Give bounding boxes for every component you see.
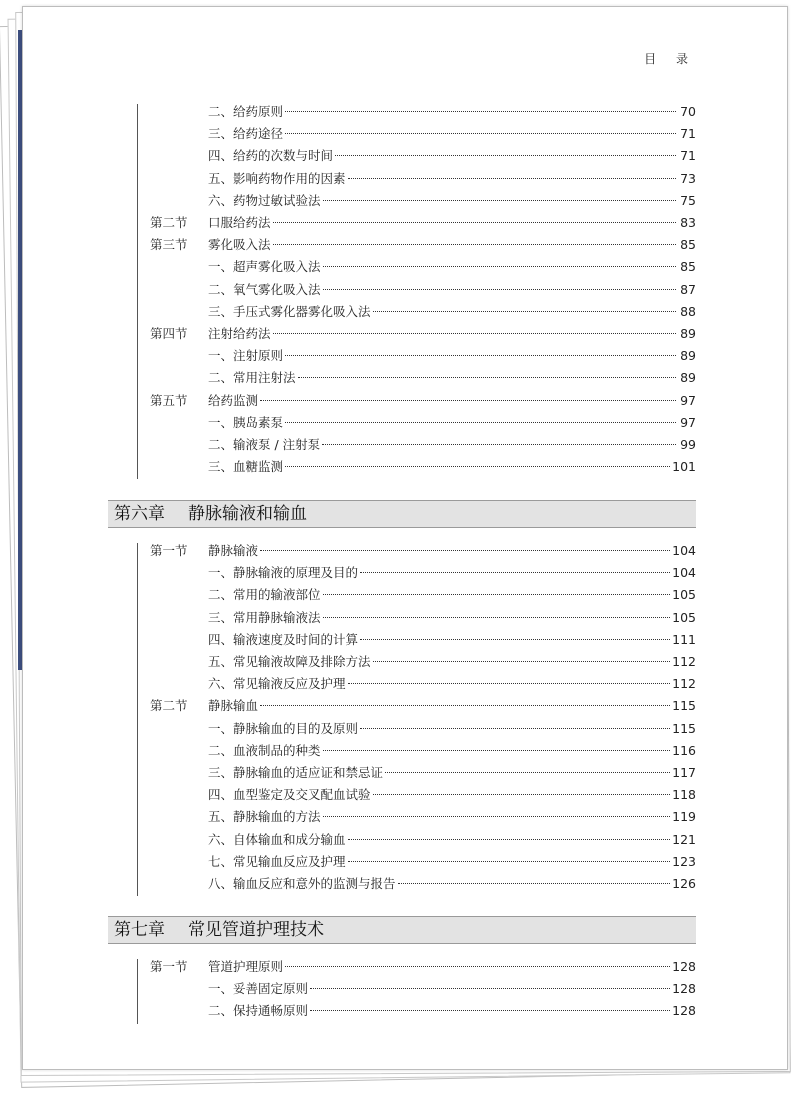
dot-leader — [348, 683, 671, 684]
entry-title: 六、药物过敏试验法 — [208, 192, 321, 208]
entry-title: 三、血糖监测 — [208, 459, 284, 475]
dot-leader — [322, 444, 676, 445]
page-number: 75 — [680, 192, 696, 208]
toc-item-entry[interactable] — [150, 302, 696, 322]
page-number: 105 — [672, 609, 696, 625]
dot-leader — [348, 861, 671, 862]
page-number: 115 — [672, 720, 696, 736]
dot-leader — [298, 377, 676, 378]
dot-leader — [323, 594, 671, 595]
page-number: 73 — [680, 170, 696, 186]
page-number: 112 — [672, 654, 696, 669]
dot-leader — [398, 883, 671, 884]
dot-leader — [310, 988, 670, 989]
dot-leader — [310, 1010, 670, 1011]
entry-title: 三、手压式雾化器雾化吸入法 — [208, 303, 371, 319]
toc-section-entry[interactable] — [150, 391, 696, 411]
page-number: 89 — [680, 370, 696, 386]
page-number: 97 — [680, 414, 696, 430]
section-number: 第三节 — [150, 237, 188, 253]
entry-title: 二、氧气雾化吸入法 — [208, 281, 321, 297]
entry-title: 一、妥善固定原则 — [208, 981, 309, 997]
entry-title: 四、血型鉴定及交叉配血试验 — [208, 787, 371, 803]
section-rule — [137, 104, 138, 479]
entry-title: 二、输液泵 / 注射泵 — [208, 437, 321, 452]
chapter-number: 第六章 — [114, 504, 165, 524]
dot-leader — [323, 750, 671, 751]
section-rule — [137, 543, 138, 896]
toc-item-entry[interactable] — [150, 257, 696, 277]
section-number: 第五节 — [150, 392, 188, 408]
page-header-title: 目 录 — [644, 52, 696, 66]
entry-title: 二、保持通畅原则 — [208, 1003, 309, 1019]
toc-item-entry[interactable] — [150, 763, 696, 783]
section-number: 第四节 — [150, 326, 188, 341]
toc-item-entry[interactable] — [150, 741, 696, 761]
toc-item-entry[interactable] — [150, 652, 696, 672]
page-number: 112 — [672, 676, 696, 692]
page-number: 83 — [680, 215, 696, 230]
toc-item-entry[interactable] — [150, 346, 696, 366]
dot-leader — [323, 289, 676, 290]
dot-leader — [285, 133, 676, 134]
page-number: 71 — [680, 148, 696, 164]
dot-leader — [323, 200, 676, 201]
dot-leader — [260, 400, 676, 401]
entry-title: 注射给药法 — [208, 326, 271, 341]
dot-leader — [285, 466, 670, 467]
page-number: 128 — [672, 959, 696, 974]
toc-item-entry[interactable] — [150, 146, 696, 166]
dot-leader — [260, 550, 670, 551]
entry-title: 二、血液制品的种类 — [208, 742, 321, 758]
toc-item-entry[interactable] — [150, 102, 696, 122]
entry-title: 四、给药的次数与时间 — [208, 148, 334, 164]
page-number: 87 — [680, 281, 696, 297]
dot-leader — [260, 705, 670, 706]
page-number: 105 — [672, 587, 696, 603]
page-number: 128 — [672, 981, 696, 997]
toc-section-entry[interactable] — [150, 957, 696, 977]
entry-title: 六、常见输液反应及护理 — [208, 676, 346, 692]
page-number: 99 — [680, 437, 696, 452]
entry-title: 二、给药原则 — [208, 104, 284, 119]
toc-item-entry[interactable] — [150, 124, 696, 144]
entry-title: 四、输液速度及时间的计算 — [208, 631, 359, 647]
entry-title: 一、静脉输血的目的及原则 — [208, 720, 359, 736]
page-number: 104 — [672, 543, 696, 558]
dot-leader — [323, 816, 671, 817]
page-number: 97 — [680, 392, 696, 408]
page-number: 88 — [680, 303, 696, 319]
toc-item-entry[interactable] — [150, 719, 696, 739]
dot-leader — [373, 661, 671, 662]
dot-leader — [285, 355, 676, 356]
section-number: 第一节 — [150, 959, 188, 974]
toc-item-entry[interactable] — [150, 852, 696, 872]
dot-leader — [348, 839, 671, 840]
page-number: 116 — [672, 742, 696, 758]
page-number: 70 — [680, 104, 696, 119]
page-number: 85 — [680, 237, 696, 253]
chapter-title: 常见管道护理技术 — [188, 920, 324, 940]
entry-title: 静脉输血 — [208, 698, 259, 714]
page-number: 123 — [672, 853, 696, 869]
dot-leader — [360, 639, 670, 640]
page-number: 101 — [672, 459, 696, 475]
entry-title: 六、自体输血和成分输血 — [208, 831, 346, 847]
toc-item-entry[interactable] — [150, 563, 696, 583]
entry-title: 一、静脉输液的原理及目的 — [208, 565, 359, 581]
dot-leader — [335, 155, 676, 156]
page-number: 71 — [680, 126, 696, 142]
entry-title: 三、常用静脉输液法 — [208, 609, 321, 625]
page-number: 104 — [672, 565, 696, 581]
toc-item-entry[interactable] — [150, 608, 696, 628]
toc-item-entry[interactable] — [150, 807, 696, 827]
toc-item-entry[interactable] — [150, 169, 696, 189]
toc-item-entry[interactable] — [150, 280, 696, 300]
entry-title: 五、静脉输血的方法 — [208, 809, 321, 825]
chapter-heading[interactable] — [108, 916, 696, 944]
entry-title: 一、胰岛素泵 — [208, 414, 284, 430]
entry-title: 五、常见输液故障及排除方法 — [208, 654, 371, 669]
dot-leader — [285, 111, 676, 112]
entry-title: 二、常用注射法 — [208, 370, 296, 386]
entry-title: 三、静脉输血的适应证和禁忌证 — [208, 765, 384, 780]
section-rule — [137, 959, 138, 1024]
toc-item-entry[interactable] — [150, 585, 696, 605]
dot-leader — [285, 966, 670, 967]
dot-leader — [373, 794, 671, 795]
entry-title: 一、注射原则 — [208, 348, 284, 364]
page-number: 85 — [680, 259, 696, 275]
entry-title: 七、常见输血反应及护理 — [208, 853, 346, 869]
entry-title: 五、影响药物作用的因素 — [208, 170, 346, 186]
entry-title: 雾化吸入法 — [208, 237, 271, 253]
toc-item-entry[interactable] — [150, 413, 696, 433]
entry-title: 口服给药法 — [208, 215, 271, 230]
dot-leader — [273, 244, 676, 245]
toc-item-entry[interactable] — [150, 785, 696, 805]
toc-section-entry[interactable] — [150, 541, 696, 561]
toc-item-entry[interactable] — [150, 874, 696, 894]
page-number: 89 — [680, 348, 696, 364]
page-number: 89 — [680, 326, 696, 341]
toc-section-entry[interactable] — [150, 235, 696, 255]
toc-item-entry[interactable] — [150, 830, 696, 850]
toc-section-entry[interactable] — [150, 696, 696, 716]
toc-item-entry[interactable] — [150, 1001, 696, 1021]
toc-item-entry[interactable] — [150, 457, 696, 477]
chapter-title: 静脉输液和输血 — [188, 504, 307, 524]
entry-title: 一、超声雾化吸入法 — [208, 259, 321, 275]
toc-item-entry[interactable] — [150, 979, 696, 999]
page-number: 128 — [672, 1003, 696, 1019]
entry-title: 管道护理原则 — [208, 959, 284, 974]
section-number: 第二节 — [150, 215, 188, 230]
dot-leader — [373, 311, 676, 312]
toc-item-entry[interactable] — [150, 435, 696, 455]
chapter-number: 第七章 — [114, 920, 165, 940]
page-number: 119 — [672, 809, 696, 825]
dot-leader — [360, 572, 670, 573]
dot-leader — [285, 422, 676, 423]
toc-section-entry[interactable] — [150, 213, 696, 233]
page-number: 118 — [672, 787, 696, 803]
dot-leader — [323, 617, 671, 618]
page-number: 121 — [672, 831, 696, 847]
dot-leader — [348, 178, 676, 179]
dot-leader — [360, 728, 670, 729]
dot-leader — [385, 772, 670, 773]
section-number: 第一节 — [150, 543, 188, 558]
toc-item-entry[interactable] — [150, 630, 696, 650]
entry-title: 静脉输液 — [208, 543, 259, 558]
entry-title: 三、给药途径 — [208, 126, 284, 142]
page-number: 115 — [672, 698, 696, 714]
entry-title: 给药监测 — [208, 392, 259, 408]
toc-item-entry[interactable] — [150, 368, 696, 388]
entry-title: 二、常用的输液部位 — [208, 587, 321, 603]
toc-section-entry[interactable] — [150, 324, 696, 344]
page-number: 117 — [672, 765, 696, 780]
page-number: 111 — [672, 631, 696, 647]
section-number: 第二节 — [150, 698, 188, 714]
dot-leader — [273, 222, 676, 223]
toc-item-entry[interactable] — [150, 674, 696, 694]
page-number: 126 — [672, 876, 696, 891]
chapter-heading[interactable] — [108, 500, 696, 528]
dot-leader — [323, 266, 676, 267]
entry-title: 八、输血反应和意外的监测与报告 — [208, 876, 396, 891]
toc-item-entry[interactable] — [150, 191, 696, 211]
dot-leader — [273, 333, 676, 334]
